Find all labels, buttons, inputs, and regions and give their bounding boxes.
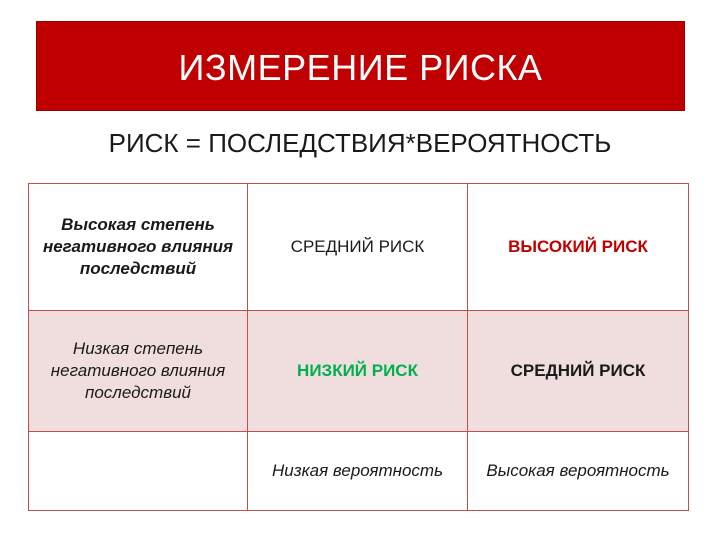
row-label: Высокая степень негативного влияния последствий xyxy=(42,215,234,278)
title-banner xyxy=(36,21,685,111)
cell-medium-risk xyxy=(248,184,468,311)
table-row xyxy=(29,432,689,511)
row-label-high-impact xyxy=(29,184,248,311)
cell-low-risk xyxy=(248,311,468,432)
column-label: Низкая вероятность xyxy=(271,461,444,480)
row-label-low-impact xyxy=(29,311,248,432)
column-label-high-probability xyxy=(468,432,689,511)
row-label: Низкая степень негативного влияния последствий xyxy=(50,339,226,402)
table-row xyxy=(29,311,689,432)
column-label-low-probability xyxy=(248,432,468,511)
column-label: Высокая вероятность xyxy=(486,461,670,480)
empty-corner-cell xyxy=(29,432,248,511)
page-title: ИЗМЕРЕНИЕ РИСКА xyxy=(178,47,543,88)
cell-high-risk xyxy=(468,184,689,311)
risk-level: СРЕДНИЙ РИСК xyxy=(290,237,425,256)
cell-medium-risk xyxy=(468,311,689,432)
risk-formula: РИСК = ПОСЛЕДСТВИЯ*ВЕРОЯТНОСТЬ xyxy=(108,128,612,158)
risk-level: ВЫСОКИЙ РИСК xyxy=(508,237,648,256)
table-row xyxy=(29,184,689,311)
risk-level: СРЕДНИЙ РИСК xyxy=(510,361,646,380)
risk-matrix xyxy=(28,183,689,511)
risk-level: НИЗКИЙ РИСК xyxy=(297,361,418,380)
